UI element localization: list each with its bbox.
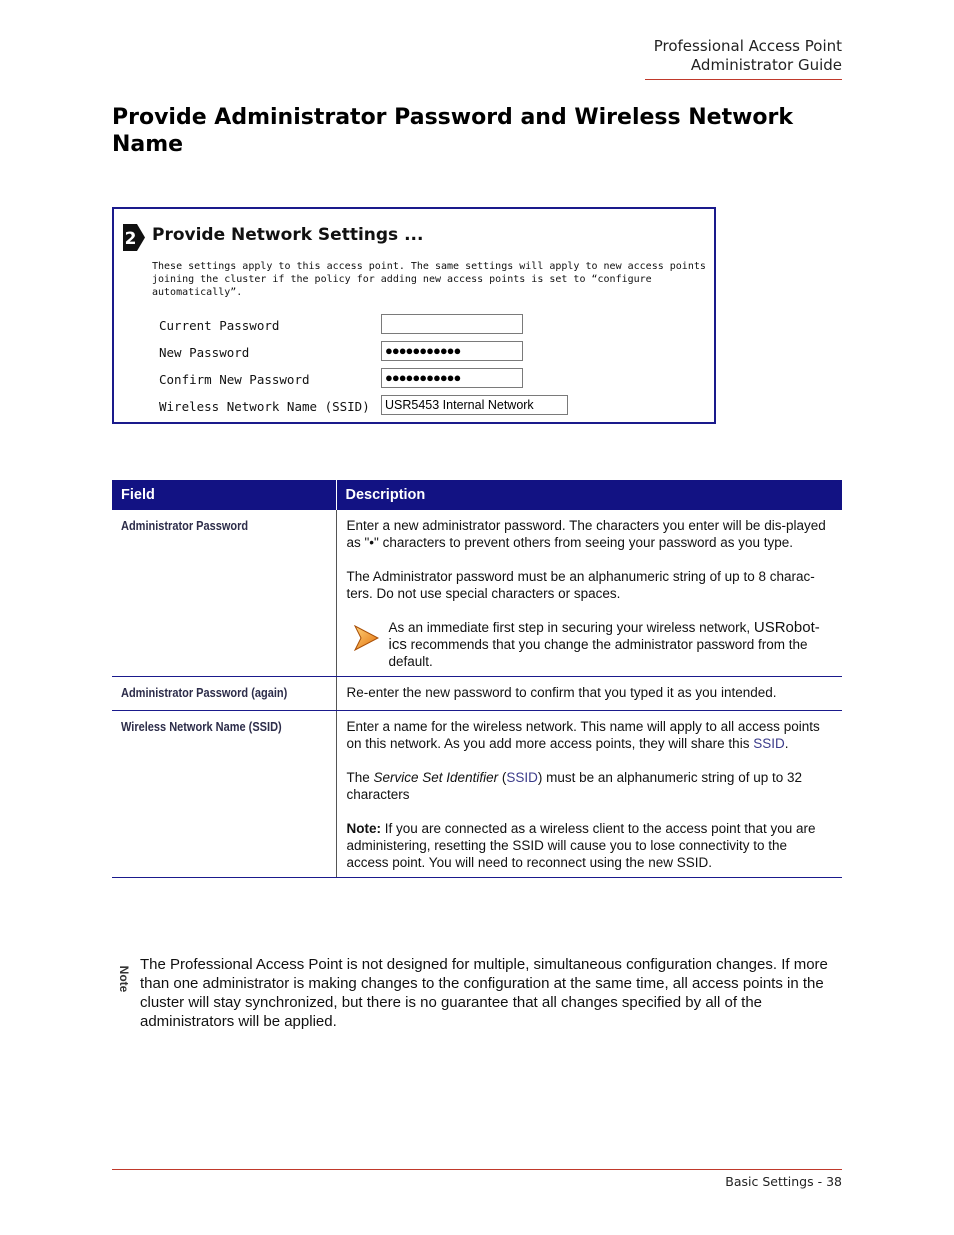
description-paragraph [347, 718, 833, 752]
new-password-label: New Password [159, 345, 250, 360]
table-row [112, 711, 842, 878]
text: Enter a name for the wireless network. This name will apply to all access points on this network. As you add more access points, they will share this [346, 719, 820, 751]
arrow-tip-icon [353, 625, 379, 651]
ssid-field[interactable]: USR5453 Internal Network [381, 395, 568, 415]
text: The [346, 770, 374, 785]
current-password-label: Current Password [159, 318, 280, 333]
ssid-link[interactable]: SSID [753, 736, 785, 751]
table-row [112, 510, 842, 677]
text: If you are connected as a wireless client to the access point that you are administering, resetting the SSID will cause you to lose connectivity to the access point. You will need to reconnect using the new SSID. [346, 821, 816, 870]
field-cell [112, 711, 336, 878]
text: ( [498, 770, 507, 785]
page-title: Provide Administrator Password and Wireless Network Name [112, 105, 794, 157]
description-paragraph [347, 820, 833, 871]
field-column-header: Field [112, 480, 336, 510]
step-number-badge-icon [123, 224, 145, 251]
header-line-1: Professional Access Point [653, 37, 842, 55]
panel-description: These settings apply to this access point. The same settings will apply to new access points joining the cluster if the policy for adding new access points is set to “configure automatically”. [152, 261, 706, 298]
field-name: Administrator Password (again) [121, 686, 288, 700]
page-footer: Basic Settings - 38 [725, 1174, 842, 1189]
field-name: Administrator Password [121, 519, 249, 533]
tip-paragraph [347, 619, 833, 670]
description-paragraph: Re-enter the new password to confirm that you typed it as you intended. [346, 685, 777, 700]
tip-brand: USRobot-ics [388, 619, 820, 653]
description-paragraph [347, 769, 833, 803]
note-text: The Professional Access Point is not designed for multiple, simultaneous configuration changes. If more than one administrator is making changes to the configuration at the same time, all access points in the cluster will stay synchronized, but there is no guarantee that all changes specified by all of the administrators will be applied. [140, 956, 828, 1030]
text: ) must be an alphanumeric string of up to 32 characters [346, 770, 802, 802]
field-description-table [112, 480, 842, 878]
new-password-field[interactable]: ●●●●●●●●●●● [381, 341, 523, 361]
note-label-text: Note [117, 965, 131, 993]
description-column-header: Description [336, 480, 842, 510]
field-name: Wireless Network Name (SSID) [121, 720, 282, 734]
table-row [112, 677, 842, 711]
confirm-password-label: Confirm New Password [159, 372, 310, 387]
step-number: 2 [124, 229, 137, 249]
header-rule [645, 79, 842, 80]
field-cell [112, 510, 336, 677]
running-header [654, 37, 842, 75]
header-line-2: Administrator Guide [690, 56, 842, 74]
confirm-password-field[interactable]: ●●●●●●●●●●● [381, 368, 523, 388]
tip-text-end: recommends that you change the administrator password from the default. [388, 637, 808, 669]
ssid-link[interactable]: SSID [506, 770, 538, 785]
description-paragraph: The Administrator password must be an alphanumeric string of up to 8 charac-ters. Do not use special characters or spaces. [346, 569, 815, 601]
tip-text-start: As an immediate first step in securing your wireless network, [388, 620, 754, 635]
description-cell [336, 677, 842, 711]
note-label [112, 956, 136, 996]
description-cell [336, 711, 842, 878]
description-cell [336, 510, 842, 677]
footer-rule [112, 1169, 842, 1170]
field-cell [112, 677, 336, 711]
network-settings-screenshot [112, 207, 716, 424]
ssid-label: Wireless Network Name (SSID) [159, 399, 370, 414]
panel-title: Provide Network Settings ... [152, 225, 424, 245]
note-prefix: Note: [346, 821, 381, 836]
description-paragraph: Enter a new administrator password. The characters you enter will be dis-played as "•" characters to prevent others from seeing your password as you type. [346, 518, 826, 550]
text: . [784, 736, 789, 751]
current-password-field[interactable] [381, 314, 523, 334]
emphasis: Service Set Identifier [373, 770, 499, 785]
table-header-row [112, 480, 842, 510]
